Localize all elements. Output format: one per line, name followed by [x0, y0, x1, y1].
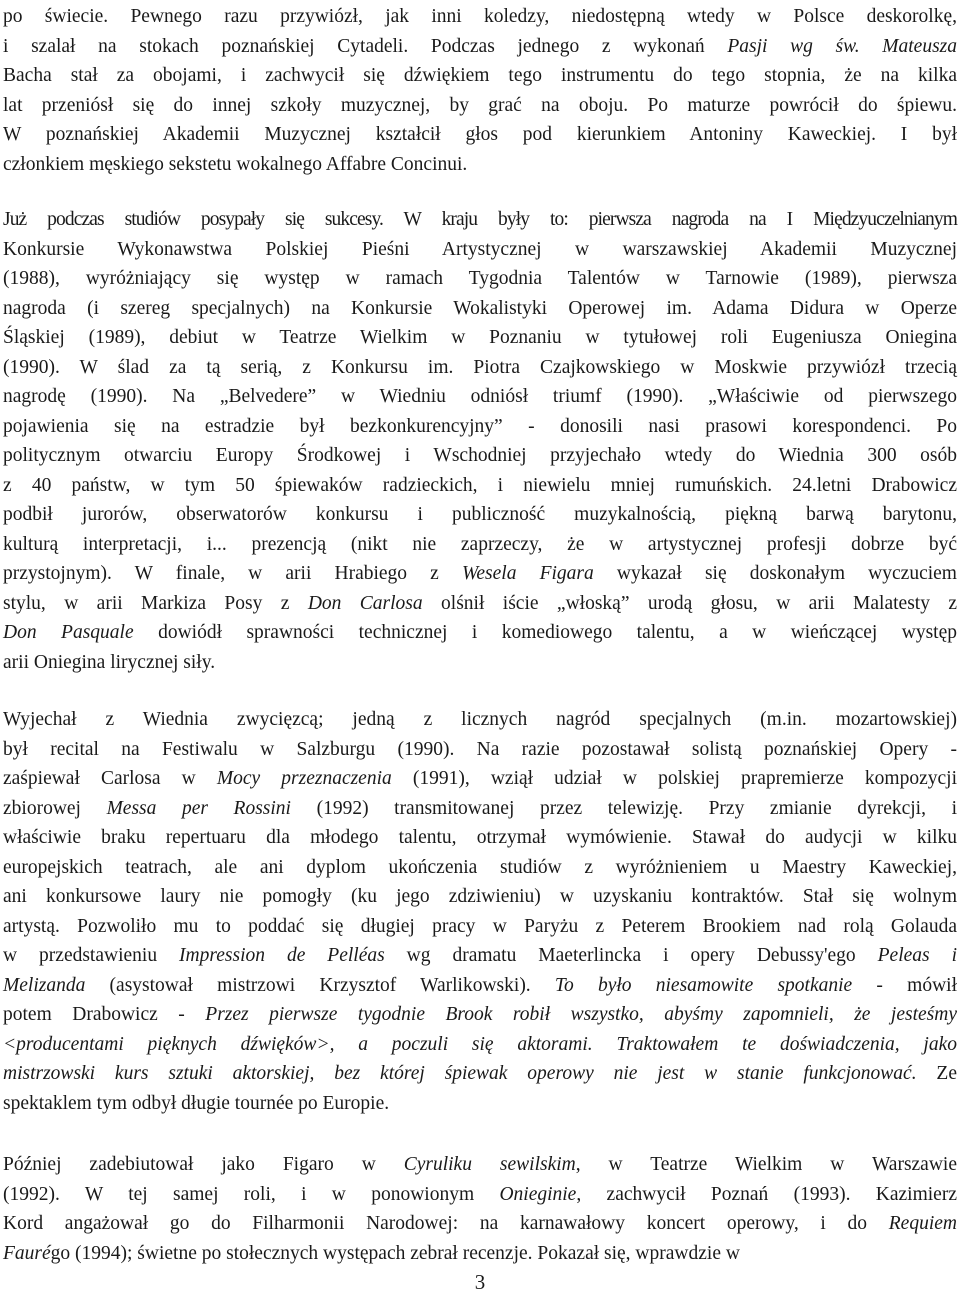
- text-run: Konkursie Wykonawstwa Polskiej Pieśni Artystycznej w warszawskiej Akademii Muzycznej: [3, 238, 957, 260]
- text-line: [0, 150, 960, 180]
- text-run: lat przeniósł się do innej szkoły muzycznej, by grać na oboju. Po maturze powrócił do śpiewu.: [3, 94, 957, 116]
- italic-title: Onieginie: [499, 1183, 577, 1205]
- text-run: po świecie. Pewnego razu przywiózł, jak inni koledzy, niedostępną wtedy w Polsce deskorolkę,: [3, 6, 957, 27]
- text-run: - mówił: [852, 974, 957, 996]
- text-line: [0, 559, 960, 589]
- text-line: [0, 971, 960, 1001]
- text-run: Później zadebiutował jako Figaro w: [3, 1154, 404, 1175]
- text-run: przystojnym). W finale, w arii Hrabiego z: [3, 563, 462, 584]
- text-line: [0, 705, 960, 735]
- text-run: W poznańskiej Akademii Muzycznej kształcił głos pod kierunkiem Antoniny Kaweckiej. I był: [3, 124, 957, 145]
- text-line: [0, 32, 960, 62]
- italic-title: mistrzowski kurs sztuki aktorskiej, bez której śpiewak operowy nie jest w stanie funkcjonować.: [3, 1063, 917, 1084]
- text-run: członkiem męskiego sekstetu wokalnego Affabre Concinui.: [3, 153, 468, 175]
- italic-title: Traktowałem te doświadczenia, jako: [616, 1033, 958, 1055]
- text-line: [0, 1059, 960, 1089]
- text-run: kulturą interpretacji, i... prezencją (nikt nie zaprzeczy, że w artystycznej profesji dobrze być: [3, 533, 957, 555]
- page-number: 3: [474, 1270, 486, 1294]
- text-line: [0, 500, 960, 530]
- text-line: [0, 91, 960, 121]
- text-line: [0, 353, 960, 383]
- text-line: [0, 61, 960, 91]
- text-run: artystą. Pozwoliło mu to poddać się długiej pracy w Paryżu z Peterem Brookiem nad rolą Golauda: [3, 915, 957, 937]
- text-run: Wyjechał z Wiednia zwycięzcą; jedną z licznych nagród specjalnych (m.in. mozartowskiej): [3, 709, 957, 730]
- text-line: [0, 882, 960, 912]
- text-run: właściwie braku repertuaru dla młodego talentu, otrzymał wymówienie. Stawał do audycji w kilku: [3, 827, 957, 848]
- text-line: [0, 823, 960, 853]
- paragraph-2: [0, 205, 960, 677]
- text-run: (1991), wziął udział w polskiej prapremierze kompozycji: [391, 768, 957, 789]
- italic-title: Melizanda: [3, 974, 86, 996]
- italic-title: Mocy przeznaczenia: [216, 768, 392, 789]
- italic-title: Fauré: [3, 1242, 51, 1264]
- text-line: [0, 441, 960, 471]
- text-line: [0, 530, 960, 560]
- text-line: [0, 1209, 960, 1239]
- text-run: [593, 1034, 617, 1055]
- text-line: [0, 294, 960, 324]
- text-line: [0, 941, 960, 971]
- text-run: ani konkursowe laury nie pomogły (ku jego zdziwieniu) w uzyskaniu kontraktów. Stał się wolnym: [3, 886, 957, 907]
- text-run: go (1994); świetne po stołecznych występach zebrał recenzje. Pokazał się, wprawdzie w: [50, 1242, 740, 1264]
- text-run: i szalał na stokach poznańskiej Cytadeli. Podczas jednego z wykonań: [3, 35, 728, 57]
- text-run: Ze: [916, 1063, 957, 1084]
- text-line: [0, 1180, 960, 1210]
- text-line: [0, 853, 960, 883]
- italic-title: Peleas i: [877, 945, 957, 966]
- text-run: z 40 państw, w tym 50 śpiewaków radzieckich, i niewielu mniej rumuńskich. 24.letni Drabowicz: [3, 474, 957, 496]
- text-line: [0, 1239, 960, 1269]
- text-run: stylu, w arii Markiza Posy z: [3, 592, 308, 614]
- text-run: nagrodę (1990). Na „Belvedere” w Wiedniu odniósł triumf (1990). „Właściwie od pierwszego: [3, 386, 957, 407]
- text-line: [0, 648, 960, 678]
- italic-title: Przez pierwsze tygodnie Brook robił wszystko, abyśmy zapomnieli, że jesteśmy: [205, 1004, 957, 1025]
- italic-title: <producentami pięknych dźwięków>, a poczuli się aktorami.: [3, 1033, 593, 1055]
- italic-title: Pasji wg św.: [727, 35, 860, 57]
- text-run: (1990). W ślad za tą serią, z Konkursu im. Piotra Czajkowskiego w Moskwie przywiózł trzecią: [3, 356, 957, 378]
- text-run: wykazał się doskonałym wyczuciem: [593, 563, 957, 584]
- paragraph-4: [0, 1150, 960, 1268]
- italic-title: Impression de Pelléas: [179, 945, 385, 966]
- text-run: (asystował mistrzowi Krzysztof Warlikowski).: [85, 974, 555, 996]
- text-run: potem Drabowicz -: [3, 1004, 206, 1025]
- text-line: [0, 205, 960, 235]
- paragraph-3: [0, 705, 960, 1118]
- text-run: wg dramatu Maeterlincka i opery Debussy'ego: [384, 945, 878, 966]
- text-run: (1992) transmitowanej przez telewizję. Przy zmianie dyrekcji, i: [290, 797, 957, 819]
- text-line: [0, 618, 960, 648]
- text-line: [0, 412, 960, 442]
- italic-title: Cyruliku sewilskim: [403, 1154, 576, 1175]
- text-run: [860, 36, 883, 57]
- text-line: [0, 235, 960, 265]
- text-run: olśnił iście „włoską” urodą głosu, w arii Malatesty z: [422, 592, 958, 614]
- text-run: (1992). W tej samej roli, i w ponowionym: [3, 1183, 500, 1205]
- text-line: [0, 1000, 960, 1030]
- text-line: [0, 382, 960, 412]
- text-run: politycznym otwarciu Europy Środkowej i Wschodniej przyjechało wtedy do Wiednia 300 osób: [3, 445, 957, 466]
- text-run: zaśpiewał Carlosa w: [3, 768, 217, 789]
- text-run: (1988), wyróżniający się występ w ramach Tygodnia Talentów w Tarnowie (1989), pierwsza: [3, 268, 957, 289]
- text-run: nagroda (i szereg specjalnych) na Konkursie Wokalistyki Operowej im. Adama Didura w Operze: [3, 297, 957, 319]
- text-run: pojawienia się na estradzie był bezkonkurencyjny” - donosili nasi prasowi korespondenci. Po: [3, 415, 957, 437]
- text-run: zbiorowej: [3, 797, 107, 819]
- text-run: spektaklem tym odbył długie tournée po Europie.: [3, 1092, 390, 1114]
- italic-title: Requiem: [888, 1213, 957, 1234]
- text-run: dowiódł sprawności technicznej i komediowego talentu, a w wieńczącej występ: [133, 622, 958, 643]
- italic-title: To było niesamowite spotkanie: [554, 974, 853, 996]
- text-line: [0, 794, 960, 824]
- text-run: Kord angażował go do Filharmonii Narodowej: na karnawałowy koncert operowy, i do: [3, 1213, 889, 1234]
- text-run: arii Oniegina lirycznej siły.: [3, 651, 216, 673]
- text-run: Bacha stał za obojami, i zachwycił się dźwiękiem tego instrumentu do tego stopnia, że na kilka: [3, 65, 957, 86]
- italic-title: Messa per Rossini: [106, 797, 291, 819]
- text-run: Już podczas studiów posypały się sukcesy. W kraju były to: pierwsza nagroda na I Międzyuczelnianym: [3, 209, 957, 230]
- text-run: był recital na Festiwalu w Salzburgu (1990). Na razie pozostawał solistą poznańskiej Opery -: [3, 738, 957, 760]
- text-line: [0, 1150, 960, 1180]
- italic-title: Don Carlosa: [307, 592, 423, 614]
- text-line: [0, 264, 960, 294]
- text-run: w przedstawieniu: [3, 945, 180, 966]
- italic-title: Don Pasquale: [3, 622, 134, 643]
- text-line: [0, 735, 960, 765]
- text-run: Śląskiej (1989), debiut w Teatrze Wielkim w Poznaniu w tytułowej roli Eugeniusza Oniegina: [3, 327, 957, 348]
- text-run: europejskich teatrach, ale ani dyplom ukończenia studiów z wyróżnieniem u Maestry Kaweckiej,: [3, 856, 957, 878]
- italic-title: Mateusza: [882, 35, 957, 57]
- text-line: [0, 912, 960, 942]
- text-line: [0, 1089, 960, 1119]
- italic-title: Wesela Figara: [461, 563, 594, 584]
- text-line: [0, 2, 960, 32]
- text-line: [0, 471, 960, 501]
- text-line: [0, 323, 960, 353]
- text-line: [0, 764, 960, 794]
- text-line: [0, 1030, 960, 1060]
- text-line: [0, 120, 960, 150]
- text-run: , w Teatrze Wielkim w Warszawie: [575, 1154, 957, 1175]
- text-line: [0, 589, 960, 619]
- text-run: , zachwycił Poznań (1993). Kazimierz: [576, 1183, 957, 1205]
- paragraph-1: [0, 2, 960, 179]
- text-run: podbił jurorów, obserwatorów konkursu i publiczność muzykalnością, piękną barwą barytonu,: [3, 504, 957, 525]
